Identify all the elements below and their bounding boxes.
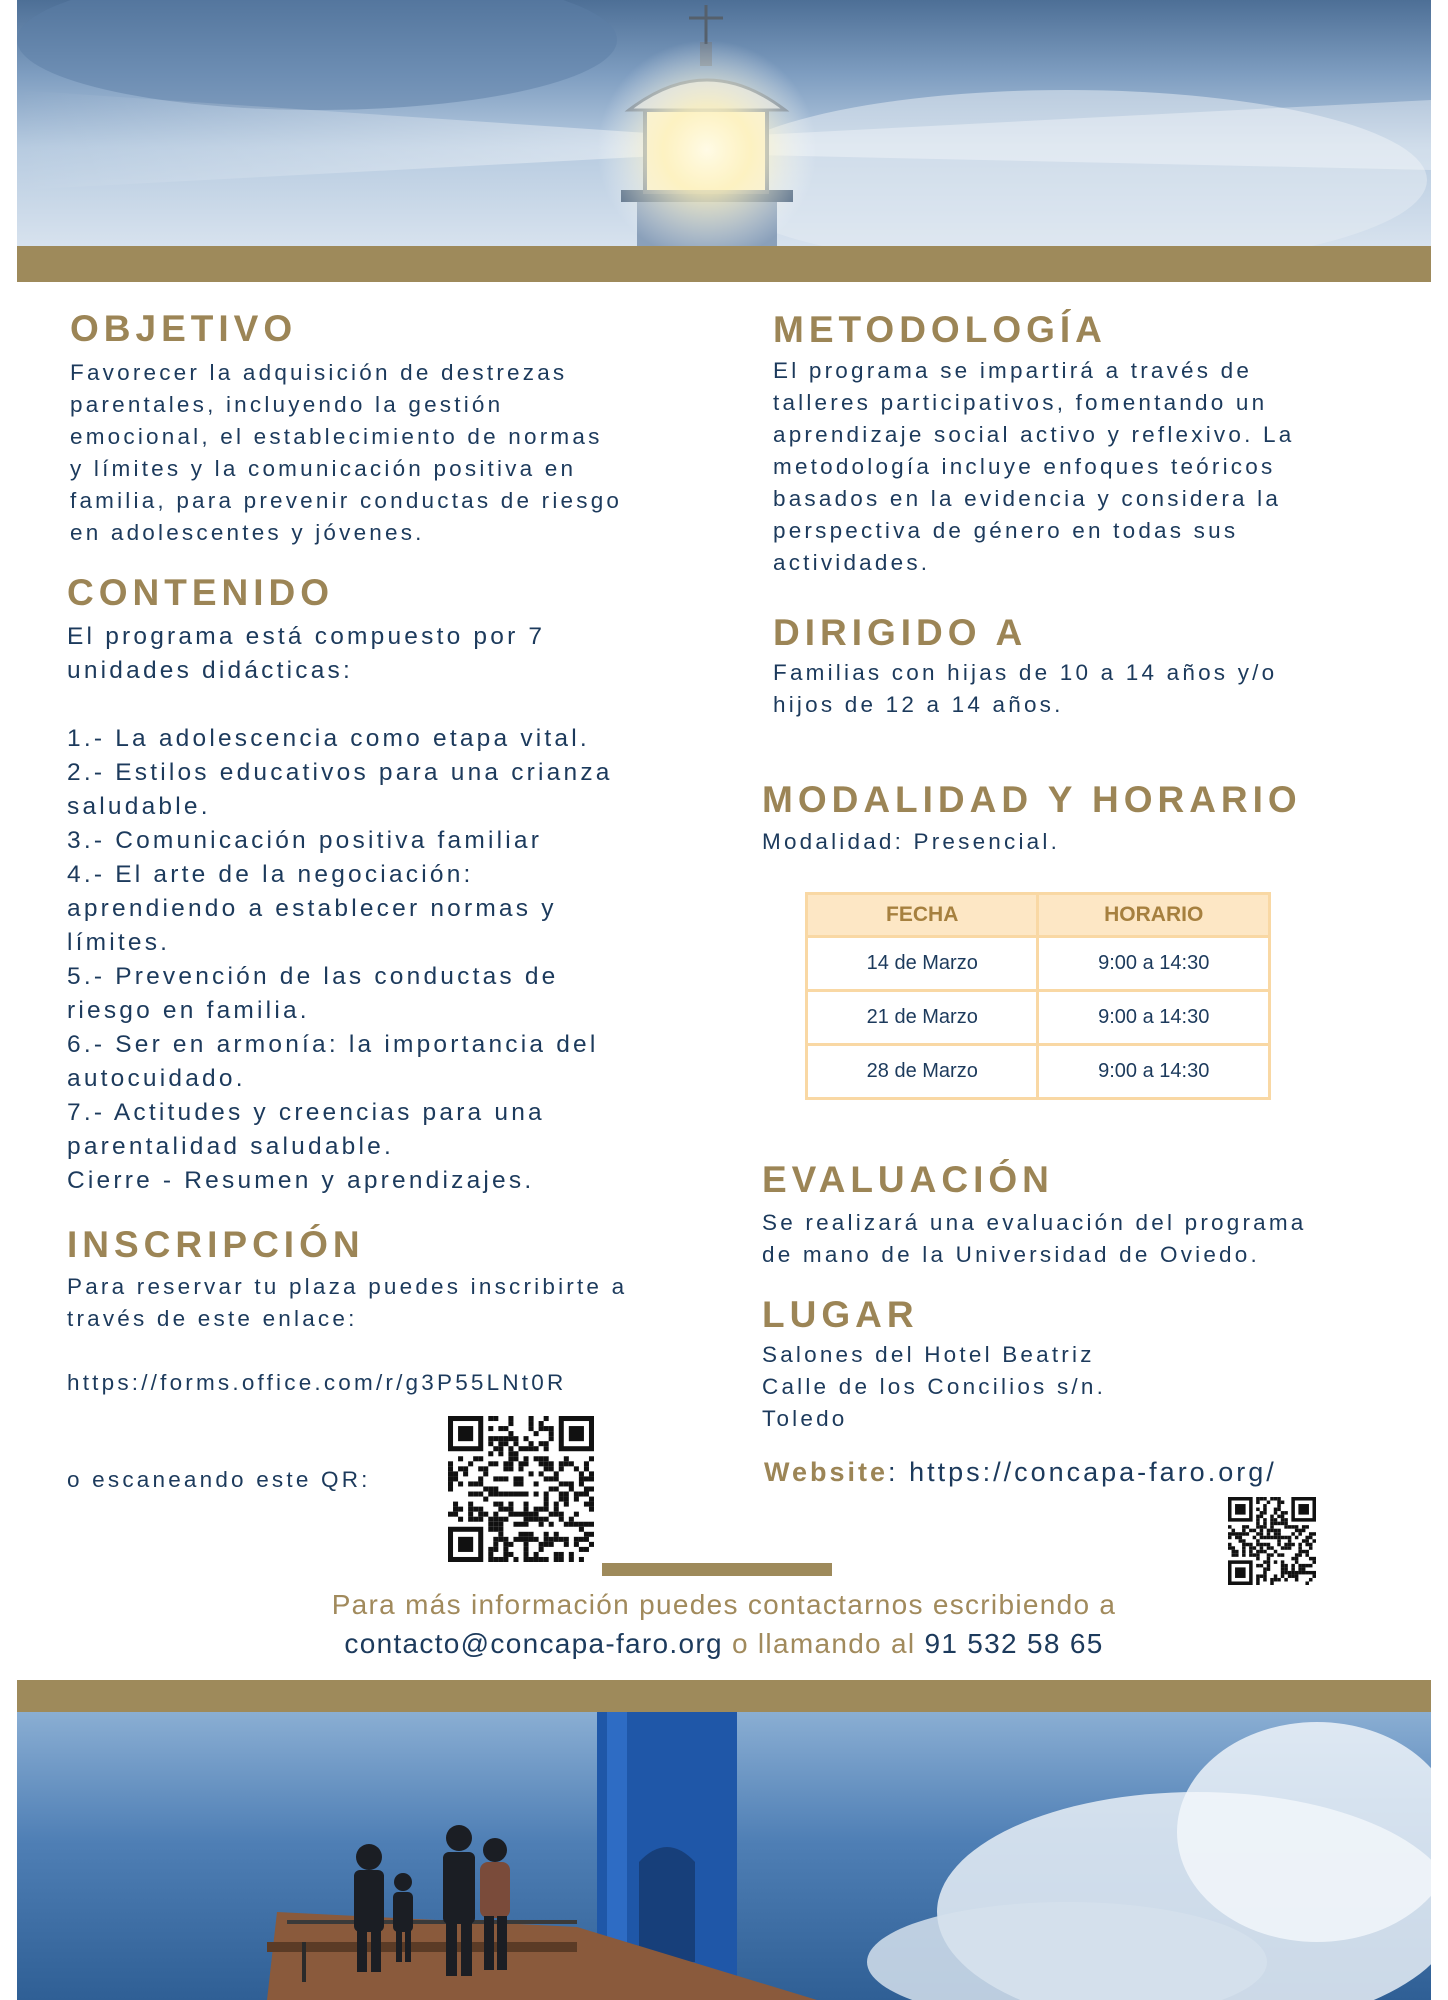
lugar-line: Salones del Hotel Beatriz <box>762 1342 1095 1367</box>
contact-phone[interactable]: 91 532 58 65 <box>924 1628 1104 1659</box>
evaluacion-text <box>762 1207 1422 1271</box>
top-gold-band <box>17 246 1431 282</box>
website-separator: : <box>888 1457 899 1487</box>
column-header-horario: HORARIO <box>1038 894 1270 937</box>
contenido-intro-line: unidades didácticas: <box>67 657 354 684</box>
table-row <box>807 991 1270 1045</box>
metodologia-heading: METODOLOGÍA <box>773 309 1107 350</box>
website-qr-code[interactable] <box>1228 1497 1316 1585</box>
footer-divider <box>602 1563 832 1576</box>
contenido-item: 6.- Ser en armonía: la importancia del <box>67 1031 599 1058</box>
table-cell-fecha: 14 de Marzo <box>807 937 1038 991</box>
contenido-item: 5.- Prevención de las conductas de <box>67 963 559 990</box>
contenido-item: 4.- El arte de la negociación: <box>67 861 474 888</box>
lugar-text <box>762 1339 1402 1435</box>
contenido-heading: CONTENIDO <box>67 572 334 613</box>
table-row <box>807 937 1270 991</box>
dirigido-text <box>773 657 1413 721</box>
table-cell-horario: 9:00 a 14:30 <box>1038 991 1270 1045</box>
evaluacion-heading: EVALUACIÓN <box>762 1159 1054 1200</box>
qr-code-image <box>448 1416 594 1562</box>
metodologia-line: talleres participativos, fomentando un <box>773 390 1268 415</box>
dirigido-line: Familias con hijas de 10 a 14 años y/o <box>773 660 1278 685</box>
modalidad-heading: MODALIDAD Y HORARIO <box>762 779 1302 820</box>
column-header-fecha: FECHA <box>807 894 1038 937</box>
contact-email[interactable]: contacto@concapa-faro.org <box>344 1628 723 1659</box>
contenido-item: 3.- Comunicación positiva familiar <box>67 827 543 854</box>
metodologia-line: aprendizaje social activo y reflexivo. La <box>773 422 1295 447</box>
lighthouse-illustration <box>17 0 1431 246</box>
objetivo-line: y límites y la comunicación positiva en <box>70 456 577 481</box>
family-lighthouse-image <box>17 1712 1431 2000</box>
contenido-item: aprendiendo a establecer normas y <box>67 895 557 922</box>
table-cell-horario: 9:00 a 14:30 <box>1038 1045 1270 1099</box>
metodologia-line: basados en la evidencia y considera la <box>773 486 1282 511</box>
contenido-text <box>67 620 747 1198</box>
spacer <box>67 688 747 722</box>
coastal-scene-illustration <box>17 1712 1431 2000</box>
objetivo-line: emocional, el establecimiento de normas <box>70 424 603 449</box>
objetivo-heading: OBJETIVO <box>70 308 298 349</box>
footer-line-1: Para más información puedes contactarnos escribiendo a <box>331 1589 1117 1620</box>
website-url[interactable]: https://concapa-faro.org/ <box>909 1457 1277 1487</box>
evaluacion-line: de mano de la Universidad de Oviedo. <box>762 1242 1260 1267</box>
qr-label: o escaneando este QR: <box>67 1467 371 1492</box>
contenido-item: saludable. <box>67 793 211 820</box>
lighthouse-header-image <box>17 0 1431 246</box>
objetivo-text <box>70 357 730 549</box>
lugar-line: Calle de los Concilios s/n. <box>762 1374 1107 1399</box>
website-label: Website <box>764 1457 889 1487</box>
dirigido-line: hijos de 12 a 14 años. <box>773 692 1064 717</box>
contenido-item: riesgo en familia. <box>67 997 310 1024</box>
inscripcion-line: través de este enlace: <box>67 1306 358 1331</box>
inscripcion-heading: INSCRIPCIÓN <box>67 1224 365 1265</box>
metodologia-line: perspectiva de género en todas sus <box>773 518 1239 543</box>
bottom-gold-band <box>17 1680 1431 1712</box>
table-cell-fecha: 21 de Marzo <box>807 991 1038 1045</box>
contenido-item: 1.- La adolescencia como etapa vital. <box>67 725 590 752</box>
inscripcion-qr-code[interactable] <box>448 1416 594 1562</box>
contenido-item: autocuidado. <box>67 1065 246 1092</box>
objetivo-line: en adolescentes y jóvenes. <box>70 520 425 545</box>
contenido-item: Cierre - Resumen y aprendizajes. <box>67 1167 535 1194</box>
contenido-intro-line: El programa está compuesto por 7 <box>67 623 546 650</box>
footer-middle-text: o llamando al <box>722 1628 925 1659</box>
metodologia-line: actividades. <box>773 550 931 575</box>
table-row <box>807 1045 1270 1099</box>
table-cell-fecha: 28 de Marzo <box>807 1045 1038 1099</box>
contenido-item: 2.- Estilos educativos para una crianza <box>67 759 613 786</box>
inscripcion-link[interactable]: https://forms.office.com/r/g3P55LNt0R <box>67 1370 567 1395</box>
contenido-item: 7.- Actitudes y creencias para una <box>67 1099 545 1126</box>
table-cell-horario: 9:00 a 14:30 <box>1038 937 1270 991</box>
schedule-table <box>805 892 1271 1100</box>
lugar-heading: LUGAR <box>762 1294 919 1335</box>
contenido-item: límites. <box>67 929 171 956</box>
metodologia-text <box>773 355 1413 579</box>
evaluacion-line: Se realizará una evaluación del programa <box>762 1210 1307 1235</box>
modalidad-text: Modalidad: Presencial. <box>762 829 1061 854</box>
objetivo-line: familia, para prevenir conductas de riesgo <box>70 488 623 513</box>
inscripcion-line: Para reservar tu plaza puedes inscribirte a <box>67 1274 628 1299</box>
lugar-line: Toledo <box>762 1406 848 1431</box>
dirigido-heading: DIRIGIDO A <box>773 612 1028 653</box>
qr-code-image <box>1228 1497 1316 1585</box>
inscripcion-text <box>67 1271 747 1335</box>
contenido-item: parentalidad saludable. <box>67 1133 394 1160</box>
footer-line-2 <box>0 1628 1448 1660</box>
metodologia-line: El programa se impartirá a través de <box>773 358 1253 383</box>
objetivo-line: Favorecer la adquisición de destrezas <box>70 360 568 385</box>
table-header-row <box>807 894 1270 937</box>
metodologia-line: metodología incluye enfoques teóricos <box>773 454 1276 479</box>
objetivo-line: parentales, incluyendo la gestión <box>70 392 504 417</box>
website-row <box>764 1457 1277 1488</box>
